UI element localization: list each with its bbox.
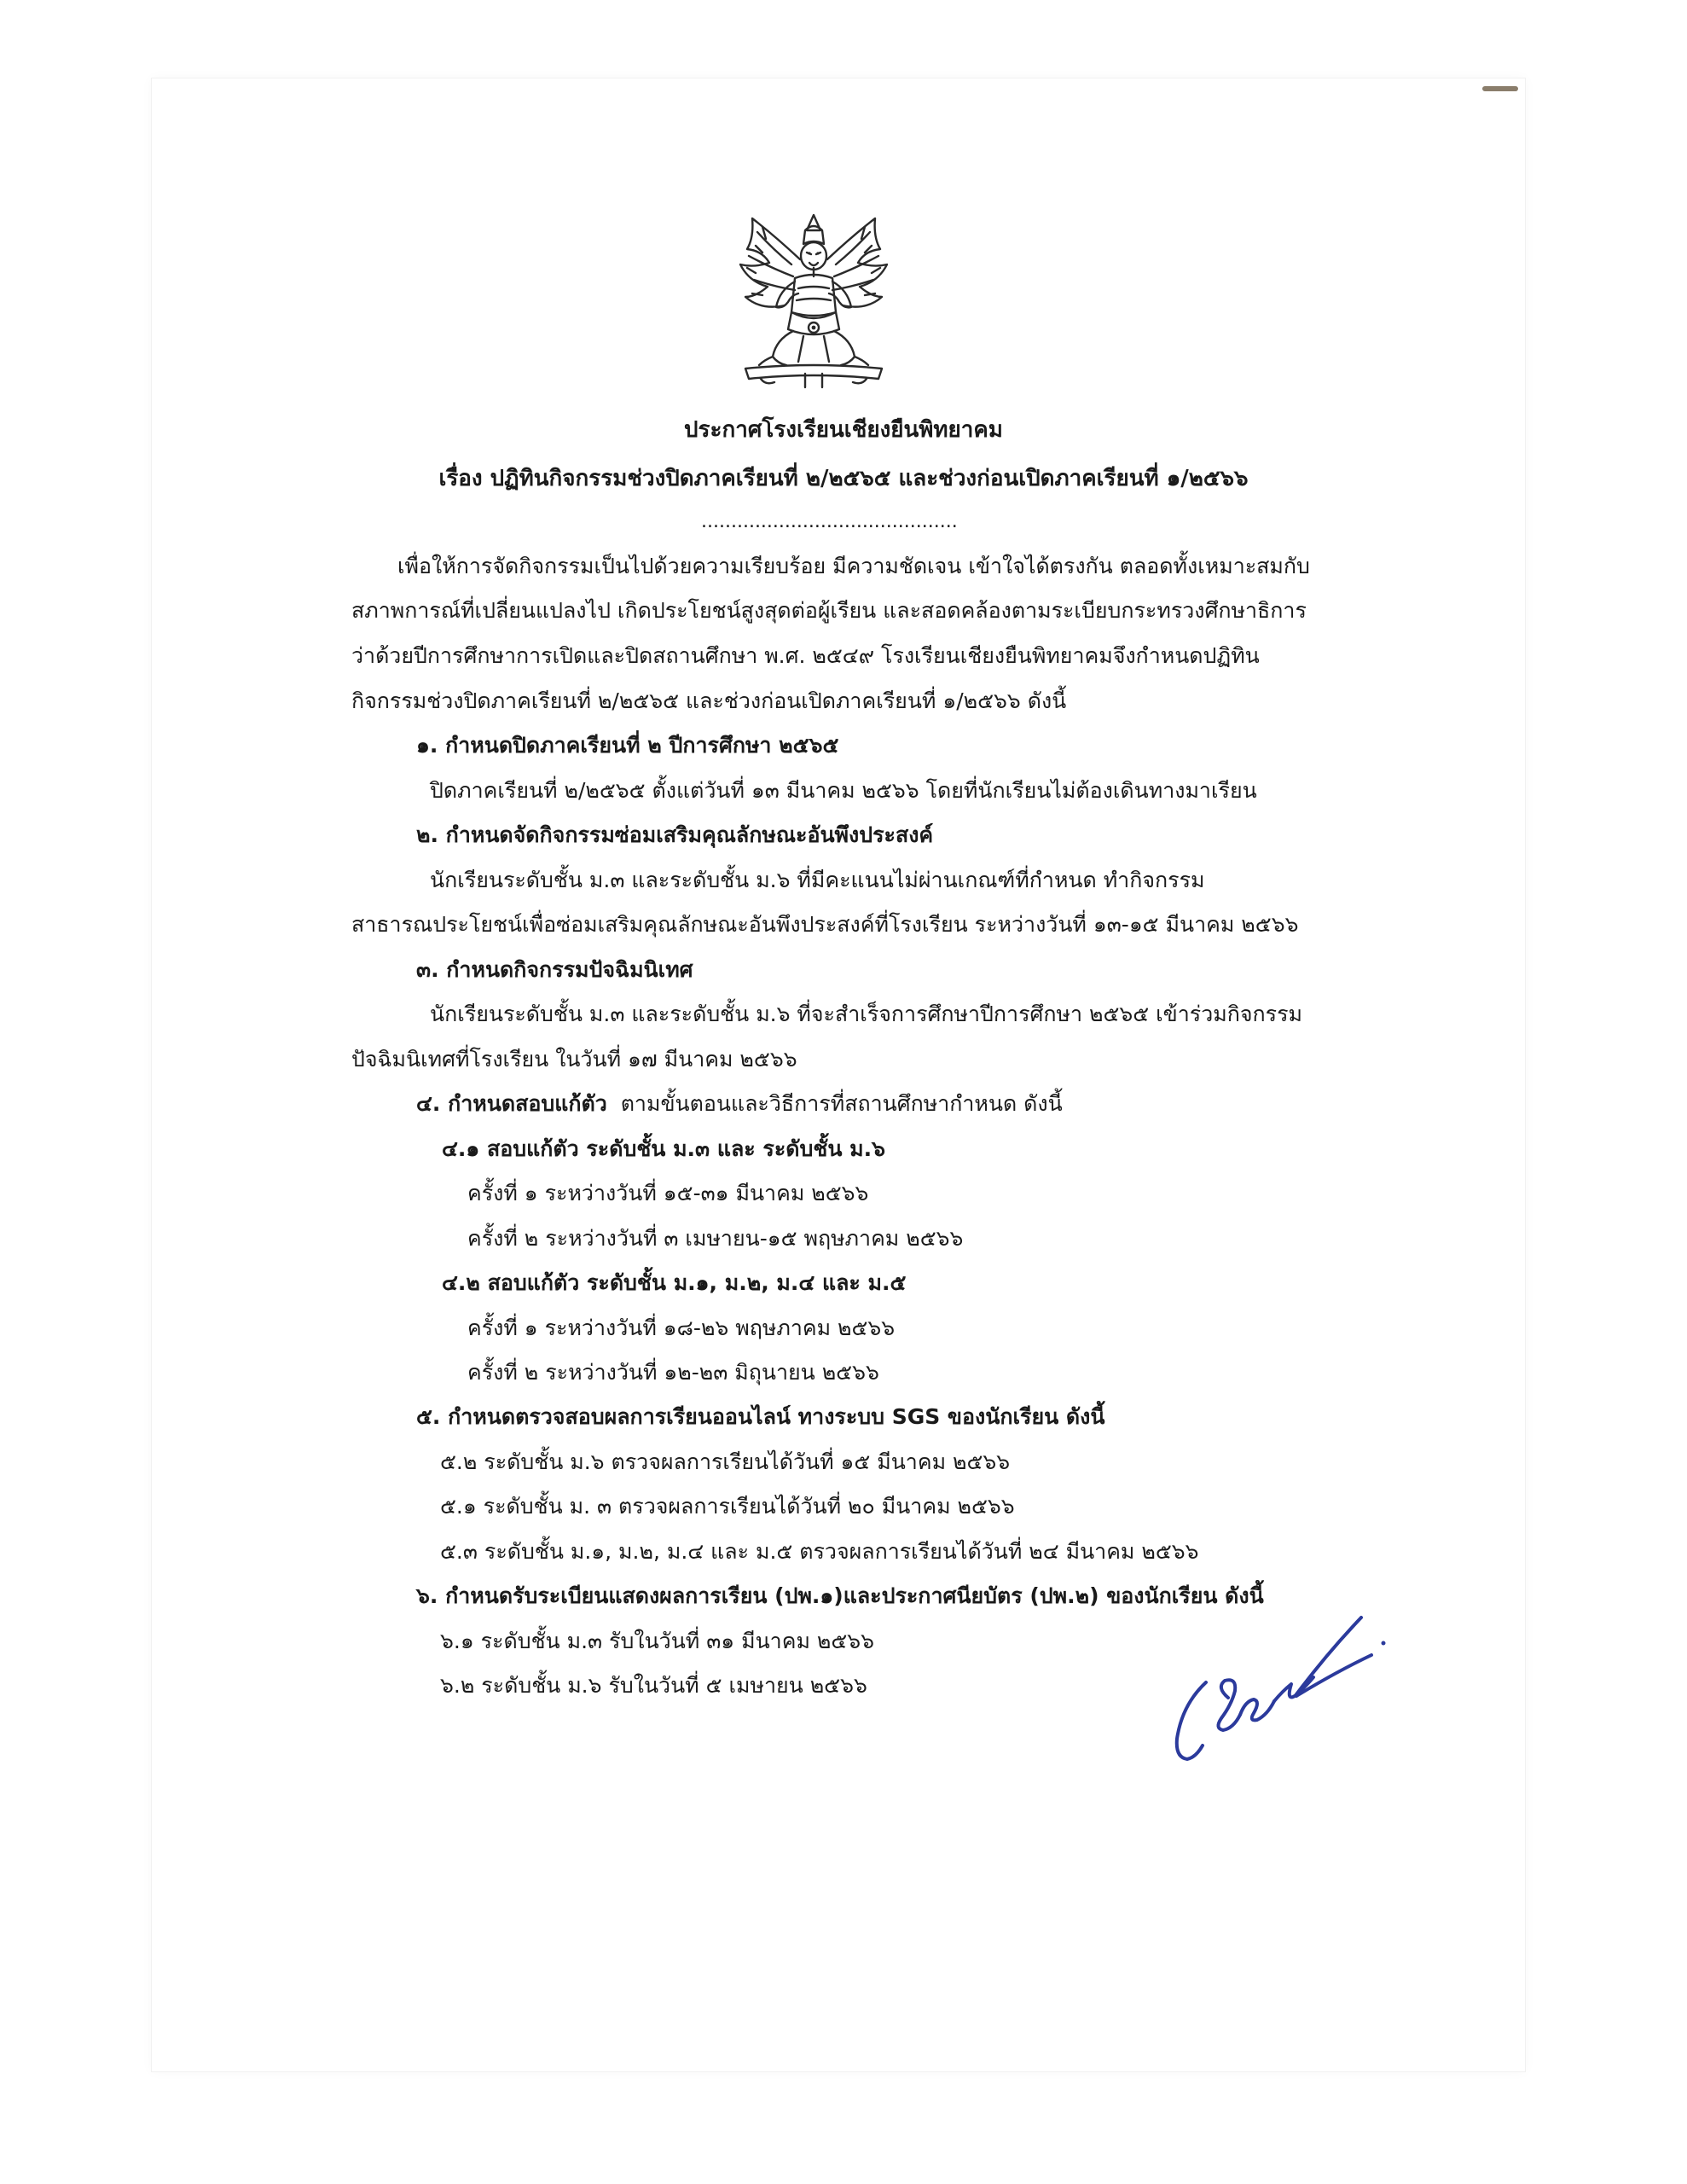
section-body: นักเรียนระดับชั้น ม.๓ และระดับชั้น ม.๖ ที่มีคะแนนไม่ผ่านเกณฑ์ที่กำหนด ทำกิจกรรม xyxy=(430,868,1205,892)
intro-line: ว่าด้วยปีการศึกษาการเปิดและปิดสถานศึกษา พ.ศ. ๒๕๔๙ โรงเรียนเชียงยืนพิทยาคมจึงกำหนดปฏิทิน xyxy=(351,643,1260,668)
section-heading: ๖. กำหนดรับระเบียนแสดงผลการเรียน (ปพ.๑)และประกาศนียบัตร (ปพ.๒) ของนักเรียน ดังนี้ xyxy=(416,1583,1264,1608)
list-item: ครั้งที่ ๒ ระหว่างวันที่ ๑๒-๒๓ มิถุนายน ๒๕๖๖ xyxy=(467,1360,879,1385)
section-heading-row xyxy=(416,1089,1063,1119)
section-heading: ๑. กำหนดปิดภาคเรียนที่ ๒ ปีการศึกษา ๒๕๖๕ xyxy=(416,733,839,758)
scan-mark xyxy=(1482,86,1518,91)
subsection-heading: ๔.๒ สอบแก้ตัว ระดับชั้น ม.๑, ม.๒, ม.๔ และ ม.๕ xyxy=(442,1270,907,1295)
intro-line: กิจกรรมช่วงปิดภาคเรียนที่ ๒/๒๕๖๕ และช่วงก่อนเปิดภาคเรียนที่ ๑/๒๕๖๖ ดังนี้ xyxy=(351,688,1067,713)
intro-line: เพื่อให้การจัดกิจกรรมเป็นไปด้วยความเรียบร้อย มีความชัดเจน เข้าใจได้ตรงกัน ตลอดทั้งเหมาะสมกับ xyxy=(397,554,1310,578)
handwritten-signature xyxy=(1168,1595,1399,1783)
section-heading: ๔. กำหนดสอบแก้ตัว xyxy=(416,1091,607,1116)
section-body: สาธารณประโยชน์เพื่อซ่อมเสริมคุณลักษณะอันพึงประสงค์ที่โรงเรียน ระหว่างวันที่ ๑๓-๑๕ มีนาคม ๒๕๖๖ xyxy=(351,912,1299,937)
list-item: ครั้งที่ ๑ ระหว่างวันที่ ๑๘-๒๖ พฤษภาคม ๒๕๖๖ xyxy=(467,1316,896,1340)
section-heading: ๒. กำหนดจัดกิจกรรมซ่อมเสริมคุณลักษณะอันพึงประสงค์ xyxy=(416,822,934,847)
announcement-title: ประกาศโรงเรียนเชียงยืนพิทยาคม xyxy=(684,417,1003,443)
section-heading-rest: ตามขั้นตอนและวิธีการที่สถานศึกษากำหนด ดังนี้ xyxy=(620,1091,1063,1116)
garuda-emblem-icon xyxy=(723,212,904,391)
list-item: ครั้งที่ ๒ ระหว่างวันที่ ๓ เมษายน-๑๕ พฤษภาคม ๒๕๖๖ xyxy=(467,1226,964,1251)
header-separator: ........................................... xyxy=(701,511,958,532)
list-item: ครั้งที่ ๑ ระหว่างวันที่ ๑๕-๓๑ มีนาคม ๒๕๖๖ xyxy=(467,1181,869,1205)
section-body: ปิดภาคเรียนที่ ๒/๒๕๖๕ ตั้งแต่วันที่ ๑๓ มีนาคม ๒๕๖๖ โดยที่นักเรียนไม่ต้องเดินทางมาเรียน xyxy=(430,778,1257,803)
section-heading: ๕. กำหนดตรวจสอบผลการเรียนออนไลน์ ทางระบบ SGS ของนักเรียน ดังนี้ xyxy=(416,1404,1105,1429)
section-body: ปัจฉิมนิเทศที่โรงเรียน ในวันที่ ๑๗ มีนาคม ๒๕๖๖ xyxy=(351,1047,797,1072)
list-item: ๕.๒ ระดับชั้น ม.๖ ตรวจผลการเรียนได้วันที่ ๑๕ มีนาคม ๒๕๖๖ xyxy=(440,1449,1011,1474)
list-item: ๖.๑ ระดับชั้น ม.๓ รับในวันที่ ๓๑ มีนาคม ๒๕๖๖ xyxy=(440,1629,875,1653)
announcement-subject: เรื่อง ปฏิทินกิจกรรมช่วงปิดภาคเรียนที่ ๒/๒๕๖๕ และช่วงก่อนเปิดภาคเรียนที่ ๑/๒๕๖๖ xyxy=(438,466,1249,491)
section-body: นักเรียนระดับชั้น ม.๓ และระดับชั้น ม.๖ ที่จะสำเร็จการศึกษาปีการศึกษา ๒๕๖๕ เข้าร่วมกิจกรรม xyxy=(430,1002,1302,1026)
list-item: ๕.๑ ระดับชั้น ม. ๓ ตรวจผลการเรียนได้วันที่ ๒๐ มีนาคม ๒๕๖๖ xyxy=(440,1494,1015,1519)
subsection-heading: ๔.๑ สอบแก้ตัว ระดับชั้น ม.๓ และ ระดับชั้น ม.๖ xyxy=(442,1136,885,1161)
intro-line: สภาพการณ์ที่เปลี่ยนแปลงไป เกิดประโยชน์สูงสุดต่อผู้เรียน และสอดคล้องตามระเบียบกระทรวงศึกษาธิการ xyxy=(351,598,1307,623)
section-heading: ๓. กำหนดกิจกรรมปัจฉิมนิเทศ xyxy=(416,957,693,982)
list-item: ๕.๓ ระดับชั้น ม.๑, ม.๒, ม.๔ และ ม.๕ ตรวจผลการเรียนได้วันที่ ๒๔ มีนาคม ๒๕๖๖ xyxy=(440,1539,1199,1564)
list-item: ๖.๒ ระดับชั้น ม.๖ รับในวันที่ ๕ เมษายน ๒๕๖๖ xyxy=(440,1673,867,1698)
